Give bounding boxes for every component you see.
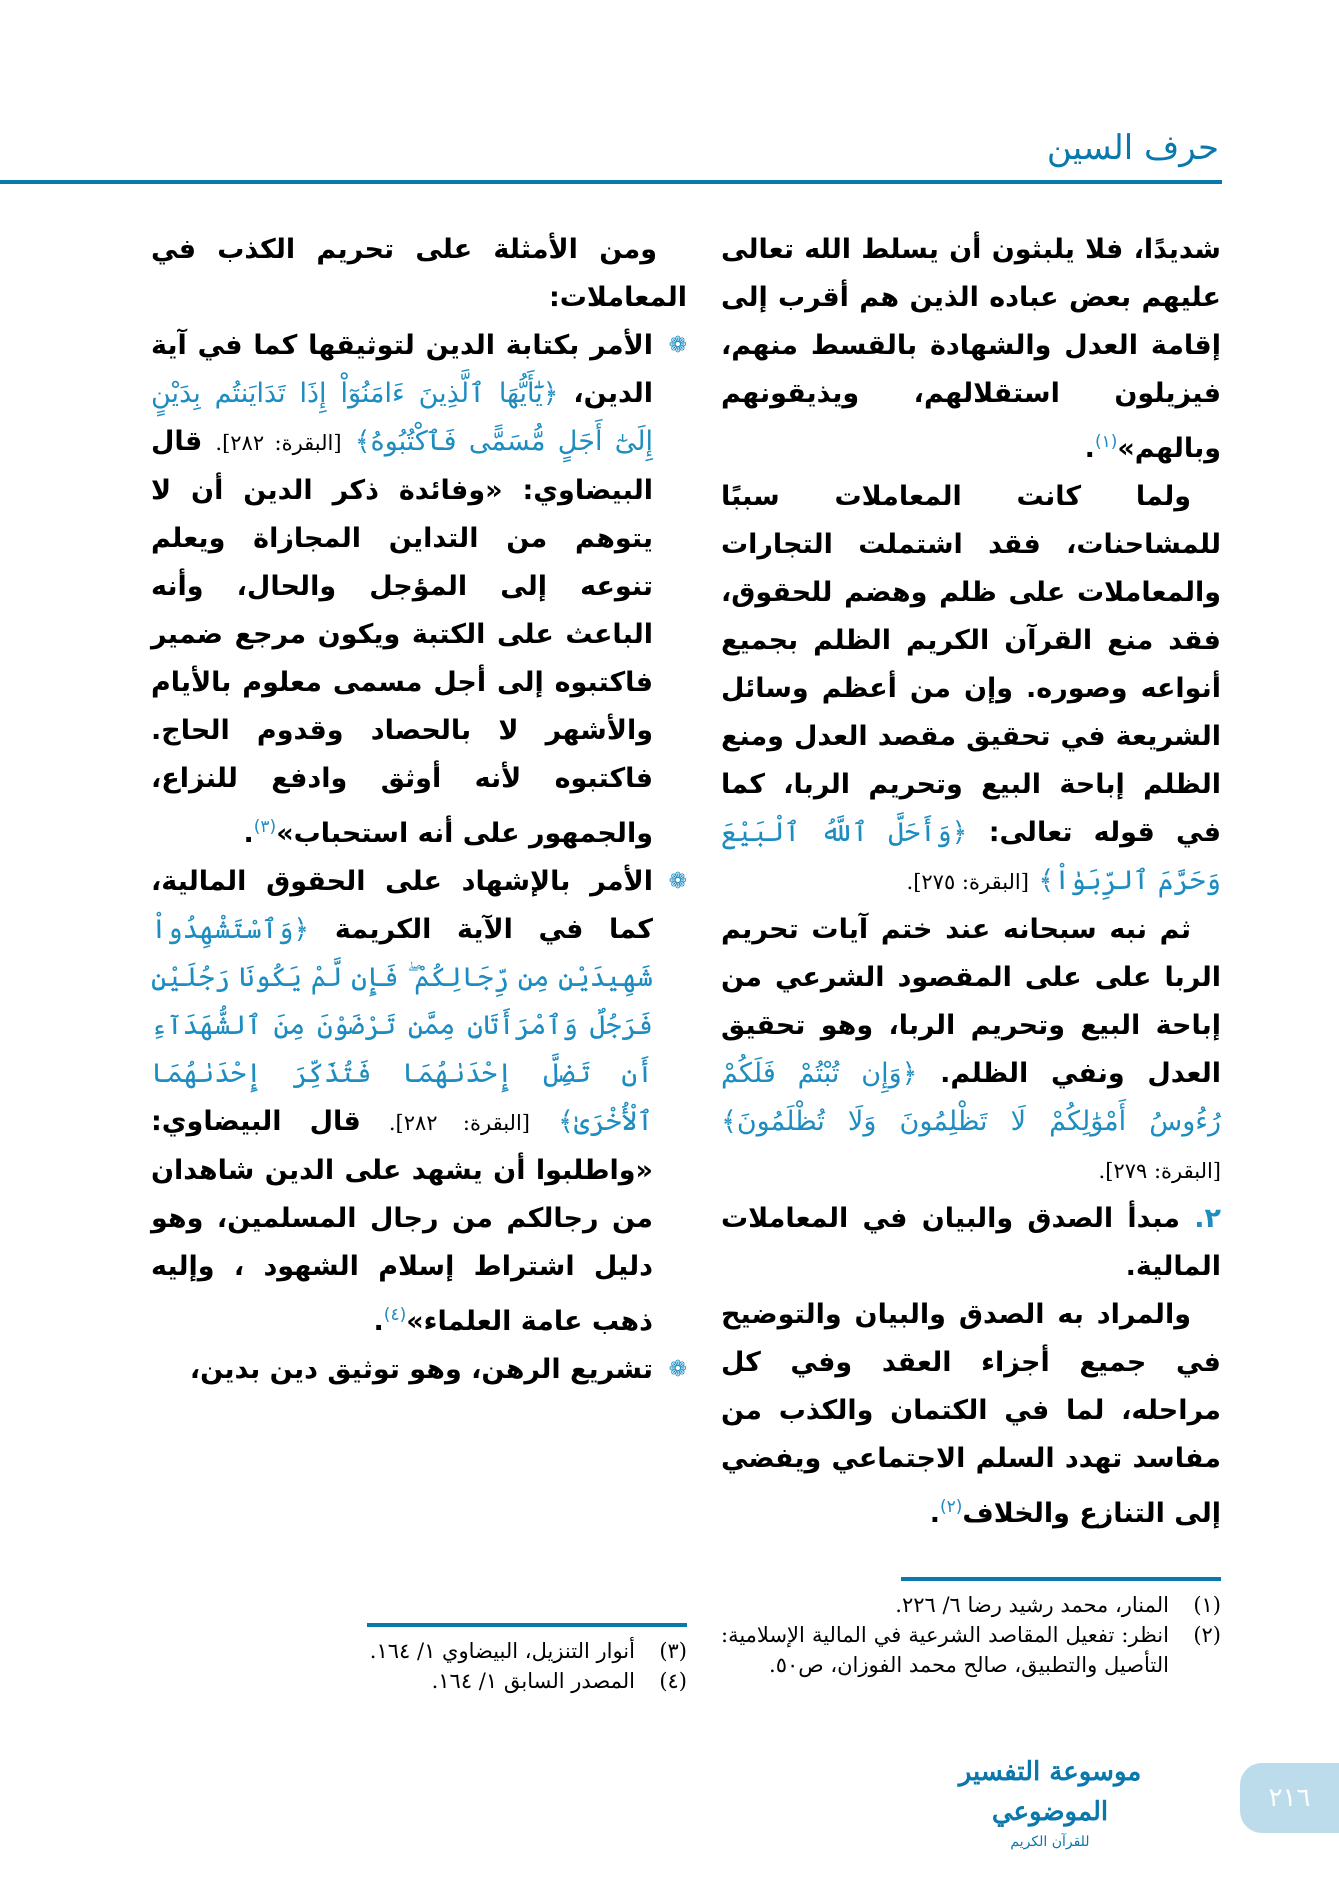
punctuation: .	[1084, 433, 1095, 464]
section-heading	[721, 1195, 1221, 1291]
quran-verse: وَٱسْتَشْهِدُواْ شَهِيدَيْنِ مِن رِّجَالِكُمْ ۖ فَإِن لَّمْ يَكُونَا رَجُلَيْنِ فَرَجُلٌ وَٱمْرَأَتَانِ مِمَّن تَرْضَوْنَ مِنَ ٱلشُّهَدَآءِ أَن تَضِلَّ إِحْدَىٰهُمَا فَتُذَكِّرَ إِحْدَىٰهُمَا ٱلْأُخْرَىٰ	[151, 914, 653, 1137]
page-number-badge: ٢١٦	[1240, 1763, 1339, 1833]
footnote-text: انظر: تفعيل المقاصد الشرعية في المالية الإسلامية: التأصيل والتطبيق، صالح محمد الفوزان، ص٥٠.	[721, 1623, 1169, 1677]
quran-close-bracket-icon: ﴾	[1038, 865, 1055, 896]
paragraph	[721, 473, 1221, 906]
quran-verse: يَٰٓأَيُّهَا ٱلَّذِينَ ءَامَنُوٓاْ إِذَا تَدَايَنتُم بِدَيْنٍ إِلَىٰٓ أَجَلٍ مُّسَمًّى فَٱكْتُبُوهُ	[151, 378, 653, 457]
quran-open-bracket-icon: ﴿	[293, 914, 310, 945]
paragraph-text: الأمر بكتابة الدين لتوثيقها كما في آية الدين،	[151, 330, 653, 409]
right-column	[721, 226, 1221, 1538]
footnote	[151, 1666, 687, 1696]
paragraph-text: شديدًا، فلا يلبثون أن يسلط الله تعالى عليهم بعض عباده الذين هم أقرب إلى إقامة العدل والشهادة بالقسط منهم، فيزيلون استقلالهم، ويذيقونهم وبالهم»	[721, 234, 1221, 464]
paragraph-text: ثم نبه سبحانه عند ختم آيات تحريم الربا على على المقصود الشرعي من إباحة البيع وتحريم الربا، وهو تحقيق العدل ونفي الظلم.	[721, 914, 1221, 1089]
quote-text: قال البيضاوي: «واطلبوا أن يشهد على الدين شاهدان من رجالكم من رجال المسلمين، وهو دليل اشتراط إسلام الشهود ، وإليه ذهب عامة العلماء»	[151, 1106, 653, 1337]
logo-title: موسوعة التفسير الموضوعي	[958, 1757, 1142, 1827]
punctuation: .	[929, 1498, 940, 1529]
verse-reference: [البقرة: ٢٨٢].	[215, 431, 342, 455]
quote-text: قال البيضاوي: «وفائدة ذكر الدين أن لا يتوهم من التداين المجازاة ويعلم تنوعه إلى المؤجل والحال، وأنه الباعث على الكتبة ويكون مرجع ضمير فاكتبوه إلى أجل مسمى معلوم بالأيام والأشهر لا بالحصاد وقدوم الحاج. فاكتبوه لأنه أوثق وادفع للنزاع، والجمهور على أنه استحباب»	[151, 426, 653, 849]
footnote-number: (٢)	[1193, 1623, 1221, 1647]
flower-bullet-icon: ❁	[668, 1357, 687, 1382]
paragraph-text: ولما كانت المعاملات سببًا للمشاحنات، فقد اشتملت التجارات والمعاملات على ظلم وهضم للحقوق، فقد منع القرآن الكريم الظلم بجميع أنواعه وصوره. وإن من أعظم وسائل الشريعة في تحقيق مقصد العدل ومنع الظلم إباحة البيع وتحريم الربا، كما في قوله تعالى:	[721, 481, 1221, 848]
quran-close-bracket-icon: ﴾	[354, 426, 371, 457]
logo-subtitle: للقرآن الكريم	[1010, 1834, 1090, 1850]
bullet-text	[151, 322, 653, 858]
left-column	[151, 226, 687, 1394]
footnotes-right	[721, 1590, 1221, 1680]
verse-reference: [البقرة: ٢٨٢].	[388, 1111, 530, 1135]
paragraph	[721, 1291, 1221, 1538]
page-header-title: حرف السين	[1046, 128, 1219, 168]
footnote-number: (١)	[1193, 1593, 1221, 1617]
bullet-item	[151, 1346, 687, 1394]
footnote-text: المنار، محمد رشيد رضا ٦/ ٢٢٦.	[895, 1593, 1169, 1617]
quran-close-bracket-icon: ﴾	[721, 1106, 737, 1137]
quran-open-bracket-icon: ﴿	[901, 1058, 918, 1089]
bullet-item	[151, 322, 687, 858]
bullet-text	[151, 858, 653, 1346]
quran-close-bracket-icon: ﴾	[558, 1106, 574, 1137]
punctuation: .	[373, 1306, 384, 1337]
verse-reference: [البقرة: ٢٧٥].	[906, 870, 1029, 894]
footnote-ref[interactable]: (١)	[1094, 432, 1118, 452]
quran-verse: وَأَحَلَّ ٱللَّهُ ٱلْبَيْعَ وَحَرَّمَ ٱلرِّبَوٰاْ	[721, 817, 1221, 896]
paragraph	[721, 906, 1221, 1195]
quran-open-bracket-icon: ﴿	[951, 817, 968, 848]
footnote-text: أنوار التنزيل، البيضاوي ١/ ١٦٤.	[369, 1639, 635, 1663]
verse-reference: [البقرة: ٢٧٩].	[1098, 1159, 1221, 1183]
punctuation: .	[243, 818, 254, 849]
header-divider	[0, 180, 1222, 184]
footnote-number: (٤)	[659, 1669, 687, 1693]
intro-paragraph: ومن الأمثلة على تحريم الكذب في المعاملات:	[151, 234, 687, 313]
footnote	[151, 1636, 687, 1666]
footnote-divider	[901, 1577, 1221, 1581]
quran-open-bracket-icon: ﴿	[542, 378, 559, 409]
paragraph-text: والمراد به الصدق والبيان والتوضيح في جميع أجزاء العقد وفي كل مراحله، لما في الكتمان والكذب من مفاسد تهدد السلم الاجتماعي ويفضي إلى التنازع والخلاف	[721, 1299, 1221, 1529]
footnote-ref[interactable]: (٤)	[383, 1305, 407, 1325]
bullet-text: تشريع الرهن، وهو توثيق دين بدين،	[189, 1354, 653, 1385]
footnote	[721, 1620, 1221, 1680]
quran-verse: وَإِن تُبْتُمْ فَلَكُمْ رُءُوسُ أَمْوَٰلِكُمْ لَا تَظْلِمُونَ وَلَا تُظْلَمُونَ	[721, 1058, 1221, 1137]
footnote	[721, 1590, 1221, 1620]
paragraph	[721, 226, 1221, 473]
bullet-item	[151, 858, 687, 1346]
footnote-number: (٣)	[659, 1639, 687, 1663]
encyclopedia-logo	[925, 1752, 1175, 1850]
heading-number: ٢.	[1194, 1203, 1221, 1234]
footnote-text: المصدر السابق ١/ ١٦٤.	[431, 1669, 635, 1693]
paragraph-text: الأمر بالإشهاد على الحقوق المالية، كما في الآية الكريمة	[151, 866, 654, 945]
flower-bullet-icon: ❁	[668, 333, 687, 358]
footnotes-left	[151, 1636, 687, 1696]
footnote-divider	[367, 1623, 687, 1627]
heading-text: مبدأ الصدق والبيان في المعاملات المالية.	[721, 1203, 1221, 1282]
flower-bullet-icon: ❁	[668, 869, 687, 894]
footnote-ref[interactable]: (٢)	[940, 1497, 963, 1517]
footnote-ref[interactable]: (٣)	[253, 817, 277, 837]
